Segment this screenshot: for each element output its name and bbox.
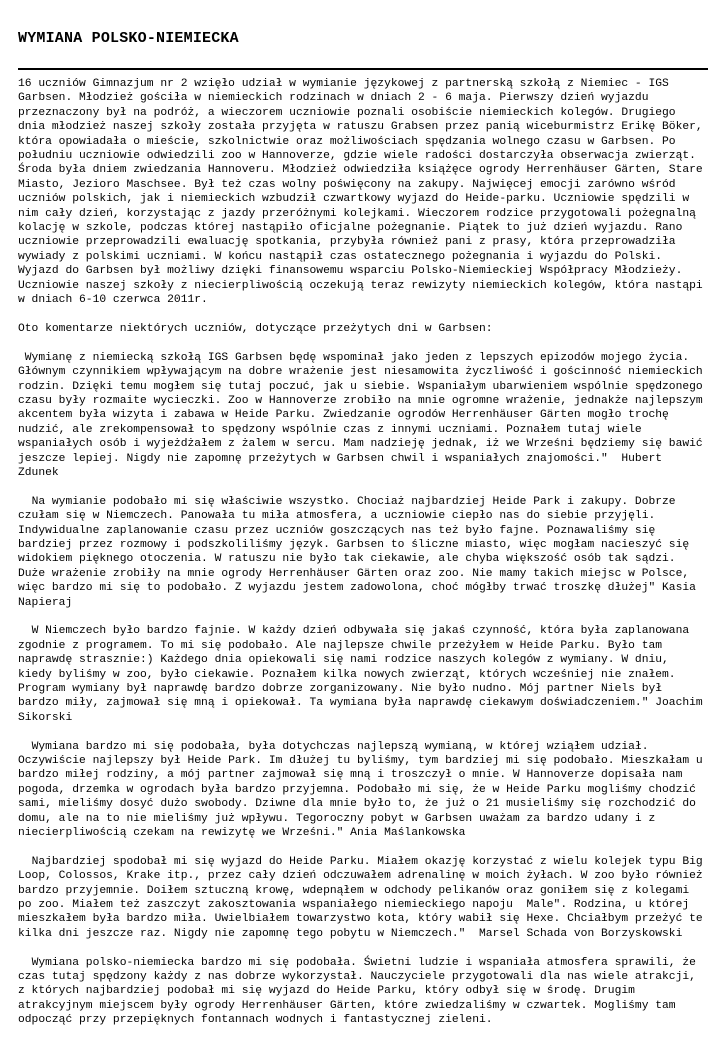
title-divider [18,68,708,70]
document-body [18,77,708,1028]
document-page [18,28,708,1042]
document-title: WYMIANA POLSKO-NIEMIECKA [18,30,239,47]
comment-hubert-zdunek: Wymianę z niemiecką szkołą IGS Garbsen będę wspominał jako jeden z lepszych epizodów mojego życia. Głównym czynnikiem wpływającym na dobre wrażenie jest niesamowita życzliwość i gościnność niemieckich rodzin. Dzięki temu mogłem się tutaj poczuć, jak u siebie. Wspaniałym ubarwieniem wspólnie spędzonego czasu były rozmaite wycieczki. Zoo w Hannoverze zrobiło na mnie ogromne wrażenie, jednakże najlepszym akcentem była wizyta i zabawa w Heide Parku. Zwiedzanie ogrodów Herrenhäuser Gärten mogło trochę nudzić, ale zrekompensował to spędzony wspólnie czas z innymi uczniami. Poznałem tutaj wiele wspaniałych osób i wyjeżdżałem z żalem w sercu. Mam nadzieję jednak, iż we Wrześni będziemy się bawić jeszcze lepiej. Nigdy nie zapomnę przeżytych w Garbsen chwil i wspaniałych znajomości." Hubert Zdunek [18,351,710,479]
comments-intro: Oto komentarze niektórych uczniów, dotyczące przeżytych dni w Garbsen: [18,322,493,335]
comment-kasia-napieraj: Na wymianie podobało mi się właściwie wszystko. Chociaż najbardziej Heide Park i zakupy. Dobrze czułam się w Niemczech. Panowała tu miła atmosfera, a uczniowie ciepło nas do siebie przyjęli. Indywidualne zaplanowanie czasu przez uczniów goszczących nas też było fajne. Poznawaliśmy się bardziej przez rozmowy i podszkoliliśmy język. Garbsen to śliczne miasto, więc mogłam nacieszyć się widokiem pięknego otoczenia. W ratuszu nie było tak ciekawie, ale chyba większość osób tak sądzi. Duże wrażenie zrobiły na mnie ogrody Herrenhäuser Gärten oraz zoo. Nie mamy takich miejsc w Polsce, więc bardzo mi się to podobało. Z wyjazdu jestem zadowolona, choć mógłby trwać troszkę dłużej" Kasia Napieraj [18,495,703,609]
intro-paragraph: 16 uczniów Gimnazjum nr 2 wzięło udział w wymianie językowej z partnerską szkołą z Niemiec - IGS Garbsen. Młodzież gościła w niemieckich rodzinach w dniach 2 - 6 maja. Pierwszy dzień wyjazdu przeznaczony był na podróż, a wieczorem uczniowie poznali osobiście niemieckich kolegów. Drugiego dnia młodzież naszej szkoły została przyjęta w ratuszu Grabsen przez panią wiceburmistrz Erikę Böker, która opowiadała o mieście, szkolnictwie oraz możliwościach spędzania wolnego czasu w Garbsen. Po południu uczniowie odwiedzili zoo w Hannoverze, gdzie wiele radości dostarczyła obserwacja zwierząt. Środa była dniem zwiedzania Hannoveru. Młodzież odwiedziła książęce ogrody Herrenhäuser Gärten, Stare Miasto, Jezioro Maschsee. Był też czas wolny poświęcony na zakupy. Najwięcej emocji zarówno wśród uczniów polskich, jak i niemieckich wzbudził czwartkowy wyjazd do Heide-parku. Uczniowie spędzili w nim cały dzień, korzystając z jazdy przeróżnymi kolejkami. Wieczorem rodzice przygotowali pożegnalną kolację w szkole, podczas której nastąpiło oficjalne pożegnanie. Piątek to już dzień wyjazdu. Rano uczniowie przeprowadzili ewaluację spotkania, przybyła również pani z prasy, która przeprowadziła wywiady z polskimi uczniami. W końcu nastąpił czas ostatecznego pożegnania i wyjazdu do Polski. Wyjazd do Garbsen był możliwy dzięki finansowemu wsparciu Polsko-Niemieckiej Współpracy Młodzieży. Uczniowie naszej szkoły z niecierpliwością oczekują teraz rewizyty niemieckich kolegów, która nastąpi w dniach 6-10 czerwca 2011r. [18,78,710,307]
comment-marsel-schada: Najbardziej spodobał mi się wyjazd do Heide Parku. Miałem okazję korzystać z wielu kolejek typu Big Loop, Colossos, Krake itp., przez cały dzień odczuwałem adrenalinę w moich żyłach. W zoo było również bardzo przyjemnie. Doiłem sztuczną krowę, wdepnąłem w odchody pelikanów oraz goniłem się z kolegami po zoo. Miałem też zaszczyt zakosztowania wspaniałego niemieckiego napoju Male". Rodzina, u której mieszkałem była bardzo miła. Uwielbiałem towarzystwo kota, który wabił się Hexe. Chciałbym przeżyć te kilka dni jeszcze raz. Nigdy nie zapomnę tego pobytu w Niemczech." Marsel Schada von Borzyskowski [18,855,710,940]
comment-final: Wymiana polsko-niemiecka bardzo mi się podobała. Świetni ludzie i wspaniała atmosfera sprawili, że czas tutaj spędzony każdy z nas dobrze wykorzystał. Nauczyciele przygotowali dla nas wiele atrakcji, z których najbardziej podobał mi się wyjazd do Heide Parku, który odbył się w środę. Drugim atrakcyjnym miejscem były ogrody Herrenhäuser Gärten, które zwiedzaliśmy w czwartek. Mogliśmy tam odpocząć przy przepięknych fontannach wodnych i fantastycznej zieleni. [18,956,703,1027]
comment-ania-maslankowska: Wymiana bardzo mi się podobała, była dotychczas najlepszą wymianą, w której wziąłem udział. Oczywiście najlepszy był Heide Park. Im dłużej tu byliśmy, tym bardziej mi się podobało. Mieszkałam u bardzo miłej rodziny, a mój partner zajmował się mną i troszczył o mnie. W Hannoverze dopisała nam pogoda, drzemka w ogrodach była bardzo przyjemna. Podobało mi się, że w Heide Parku mogliśmy chodzić sami, mieliśmy dosyć dużo swobody. Dziwne dla mnie było to, że już o 21 musieliśmy się rozchodzić do domu, ale na to nie mieliśmy już wpływu. Tegoroczny pobyt w Garbsen uważam za bardzo udany i z niecierpliwością czekam na rewizytę we Wrześni." Ania Maślankowska [18,740,710,840]
comment-joachim-sikorski: W Niemczech było bardzo fajnie. W każdy dzień odbywała się jakaś czynność, która była zaplanowana zgodnie z programem. To mi się podobało. Ale najlepsze chwile przeżyłem w Heide Parku. Było tam naprawdę strasznie:) Każdego dnia opiekowali się nami rodzice naszych kolegów z wymiany. W dniu, kiedy byliśmy w zoo, było ciekawie. Poznałem kilka nowych zwierząt, których wcześniej nie znałem. Program wymiany był naprawdę bardzo dobrze zorganizowany. Nie było nudno. Mój partner Niels był bardzo miły, zajmował się mną i opiekował. Ta wymiana była naprawdę ciekawym doświadczeniem." Joachim Sikorski [18,625,710,724]
